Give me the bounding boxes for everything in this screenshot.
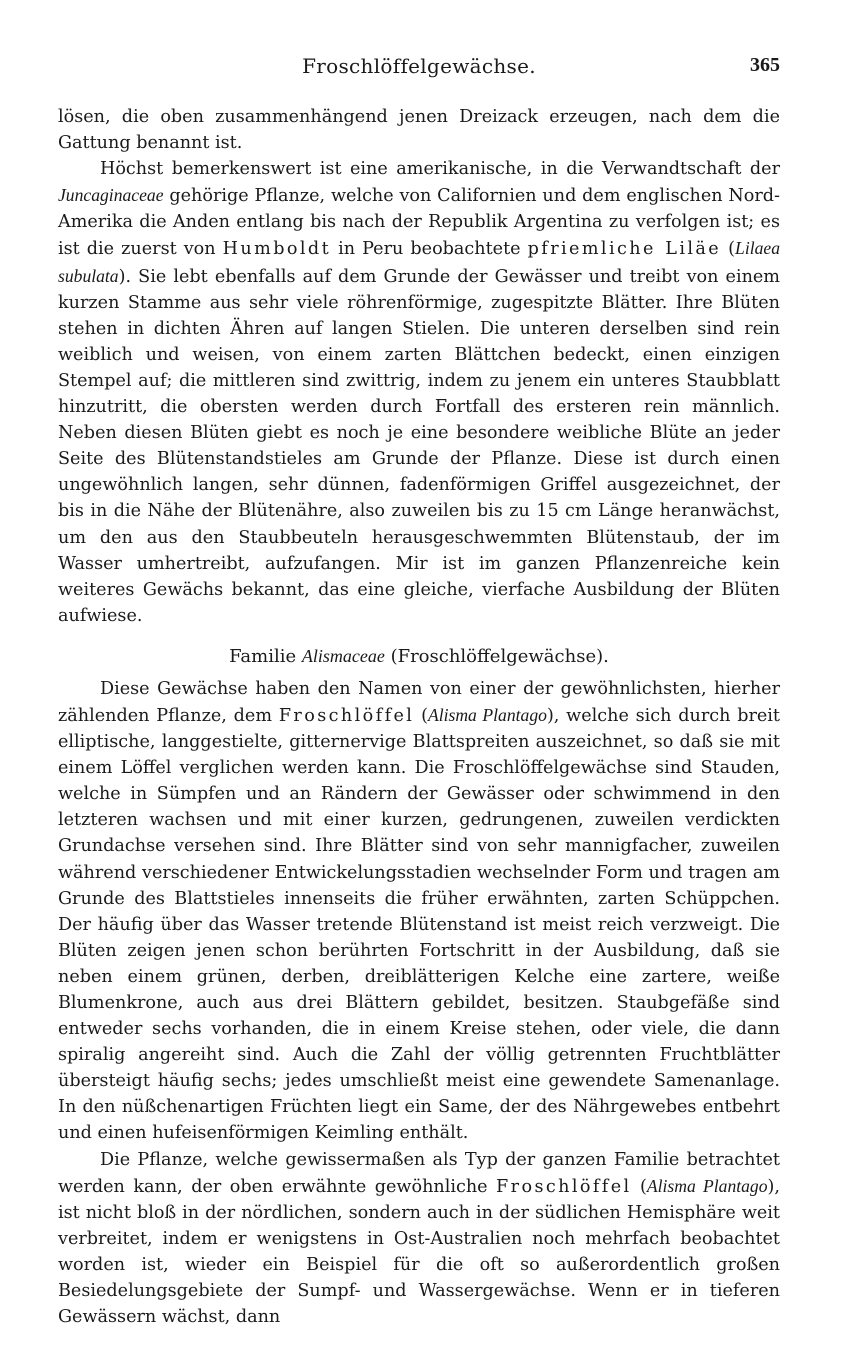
text-run: Höchst bemerkenswert ist eine amerikanische, in die Verwandtschaft der: [100, 159, 780, 180]
spaced-name: pfriemliche Liläe: [527, 239, 722, 260]
section-heading: [58, 643, 780, 670]
text-run: Die Pflanze, welche gewissermaßen als Typ der ganzen Familie betrachtet werden kann, der oben erwähnte gewöhnliche: [58, 1149, 780, 1197]
text-run: in Peru beobachtete: [331, 239, 528, 260]
heading-text: Familie: [229, 645, 302, 667]
spaced-name: Froschlöffel: [278, 705, 415, 726]
text-run: lösen, die oben zusammenhängend jenen Dreizack erzeugen, nach dem die Gattung benannt ist.: [58, 107, 780, 154]
paragraph: [58, 156, 780, 629]
text-run: (: [631, 1176, 647, 1197]
spaced-name: Humboldt: [222, 239, 332, 260]
body-text: [58, 104, 780, 1330]
latin-name: Alisma Plantago: [427, 704, 547, 725]
text-run: (: [721, 239, 736, 260]
page-number: 365: [750, 54, 780, 76]
paragraph: [58, 104, 780, 156]
spaced-name: Froschlöffel: [496, 1176, 632, 1197]
latin-name: Juncaginaceae: [58, 185, 164, 206]
text-run: Diese Gewächse haben den Namen von einer der gewöhnlichsten, hierher zählenden Pflanze, dem: [58, 678, 780, 726]
paragraph: [58, 676, 780, 1147]
page-header: [58, 54, 780, 84]
latin-name: Alisma Plantago: [646, 1175, 768, 1196]
text-run: ), ist nicht bloß in der nördlichen, sondern auch in der südlichen Hemisphäre weit verbreitet, indem er wenigstens in Ost-Australien noch mehrfach beobachtet worden ist, wieder ein Beispiel für die oft so außerordentlich großen Besiedelungsgebiete der Sumpf- und Wassergewächse. Wenn er in tieferen Gewässern wächst, dann: [58, 1176, 780, 1328]
heading-text: (Froschlöffelgewächse).: [384, 645, 609, 667]
text-run: gehörige Pflanze, welche von Californien und dem englischen Nord-Amerika die Anden entlang bis nach der Republik Argentina zu verfolgen ist; es ist die zuerst von: [58, 186, 780, 260]
text-run: ). Sie lebt ebenfalls auf dem Grunde der Gewässer und treibt von einem kurzen Stamme aus sehr viele röhrenförmige, zugespitzte Blätter. Ihre Blüten stehen in dichten Ähren auf langen Stielen. Die unteren derselben sind rein weiblich und weisen, von einem zarten Blättchen bedeckt, einen einzigen Stempel auf; die mittleren sind zwittrig, indem zu jenem ein unteres Staubblatt hinzutritt, die obersten werden durch Fortfall des ersteren rein männlich. Neben diesen Blüten giebt es noch je eine besondere weibliche Blüte an jeder Seite des Blütenstandstieles am Grunde der Pflanze. Diese ist durch einen ungewöhnlich langen, sehr dünnen, fadenförmigen Griffel ausgezeichnet, der bis in die Nähe der Blütenähre, also zuweilen bis zu 15 cm Länge heranwächst, um den aus den Staubbeuteln herausgeschwemmten Blütenstaub, der im Wasser umhertreibt, aufzufangen. Mir ist im ganzen Pflanzenreiche kein weiteres Gewächs bekannt, das eine gleiche, vierfache Ausbildung der Blüten aufwiese.: [58, 266, 780, 626]
latin-name: Lilaea subulata: [58, 238, 780, 286]
paragraph: [58, 1147, 780, 1331]
text-run: (: [414, 705, 428, 726]
running-title: Froschlöffelgewächse.: [302, 54, 536, 78]
heading-latin: Alismaceae: [301, 645, 385, 666]
text-run: ), welche sich durch breit elliptische, langgestielte, gitternervige Blattspreiten auszeichnet, so daß sie mit einem Löffel verglichen werden kann. Die Froschlöffelgewächse sind Stauden, welche in Sümpfen und an Rändern der Gewässer oder schwimmend in den letzteren wachsen und mit einer kurzen, gedrungenen, zuweilen verdickten Grundachse versehen sind. Ihre Blätter sind von sehr mannigfacher, zuweilen während verschiedener Entwickelungsstadien wechselnder Form und tragen am Grunde des Blattstieles innenseits die früher erwähnten, zarten Schüppchen. Der häufig über das Wasser tretende Blütenstand ist meist reich verzweigt. Die Blüten zeigen jenen schon berührten Fortschritt in der Ausbildung, daß sie neben einem grünen, derben, dreiblätterigen Kelche eine zartere, weiße Blumenkrone, auch aus drei Blättern gebildet, besitzen. Staubgefäße sind entweder sechs vorhanden, die in einem Kreise stehen, oder viele, die dann spiralig angereiht sind. Auch die Zahl der völlig getrennten Fruchtblätter übersteigt häufig sechs; jedes umschließt meist eine gewendete Samenanlage. In den nüßchenartigen Früchten liegt ein Same, der des Nährgewebes entbehrt und einen hufeisenförmigen Keimling enthält.: [58, 705, 780, 1144]
